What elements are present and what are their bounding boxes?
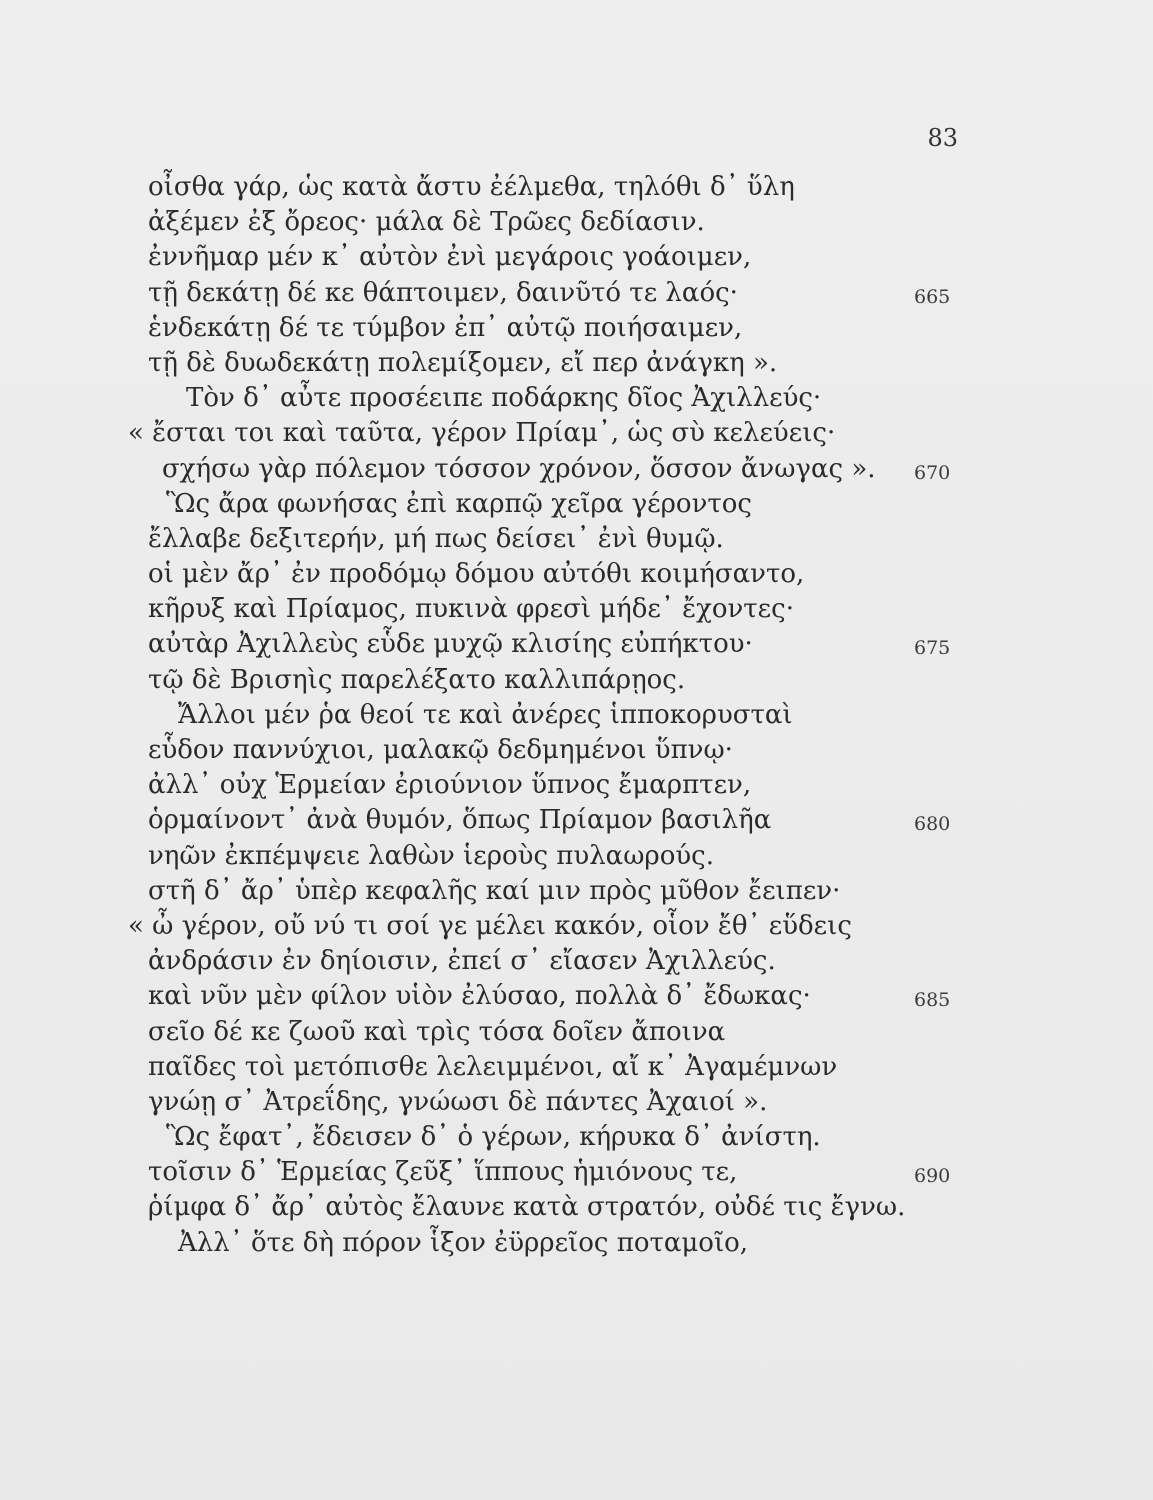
page-number: 83 — [927, 124, 958, 152]
line-number: 670 — [914, 461, 951, 484]
verse-line — [0, 979, 1153, 1014]
verse-line — [0, 1050, 1153, 1085]
verse-text: οἶσθα γάρ, ὡς κατὰ ἄστυ ἐέλμεθα, τηλόθι δ᾽ ὕλη — [148, 172, 795, 202]
verse-line — [0, 874, 1153, 909]
verse-line — [0, 205, 1153, 240]
verse-line — [0, 733, 1153, 768]
verse-text: ἀξέμεν ἐξ ὄρεος· μάλα δὲ Τρῶες δεδίασιν. — [148, 207, 705, 238]
line-number: 675 — [914, 637, 951, 660]
verse-text: γνώῃ σ᾽ Ἀτρεΐδης, γνώωσι δὲ πάντες Ἀχαιοί ». — [148, 1086, 768, 1117]
line-number: 690 — [914, 1165, 951, 1188]
verse-line — [0, 592, 1153, 627]
verse-text: στῆ δ᾽ ἄρ᾽ ὑπὲρ κεφαλῆς καί μιν πρὸς μῦθον ἔειπεν· — [148, 875, 841, 906]
verse-line — [0, 627, 1153, 662]
verse-line — [0, 276, 1153, 311]
verse-text: ἔλλαβε δεξιτερήν, μή πως δείσει᾽ ἐνὶ θυμῷ. — [148, 523, 724, 554]
verse-line — [0, 1226, 1153, 1261]
verse-text: ἀλλ᾽ οὐχ Ἑρμείαν ἐριούνιον ὕπνος ἔμαρπτεν, — [148, 770, 752, 801]
verse-text: ῥίμφα δ᾽ ἄρ᾽ αὐτὸς ἔλαυνε κατὰ στρατόν, οὐδέ τις ἔγνω. — [148, 1192, 906, 1223]
verse-text: ἀνδράσιν ἐν δηίοισιν, ἐπεί σ᾽ εἴασεν Ἀχιλλεύς. — [148, 946, 776, 977]
verse-line — [0, 1120, 1153, 1155]
verse-text: καὶ νῦν μὲν φίλον υἱὸν ἐλύσαο, πολλὰ δ᾽ ἔδωκας· — [148, 981, 811, 1012]
verse-text: ὁρμαίνοντ᾽ ἀνὰ θυμόν, ὅπως Πρίαμον βασιλῆα — [148, 805, 772, 836]
verse-line — [0, 381, 1153, 416]
verse-text: τοῖσιν δ᾽ Ἑρμείας ζεῦξ᾽ ἵππους ἡμιόνους τε, — [148, 1157, 738, 1188]
verse-text: οἱ μὲν ἄρ᾽ ἐν προδόμῳ δόμου αὐτόθι κοιμήσαντο, — [148, 559, 805, 590]
verse-line — [0, 416, 1153, 451]
verse-line — [0, 487, 1153, 522]
verse-text: νηῶν ἐκπέμψειε λαθὼν ἱεροὺς πυλαωρούς. — [148, 840, 714, 871]
verse-text: Ἀλλ᾽ ὅτε δὴ πόρον ἷξον ἐϋρρεῖος ποταμοῖο, — [178, 1227, 749, 1258]
verse-text: Ὣς ἄρα φωνήσας ἐπὶ καρπῷ χεῖρα γέροντος — [166, 488, 752, 519]
verse-text: παῖδες τοὶ μετόπισθε λελειμμένοι, αἴ κ᾽ Ἀγαμέμνων — [148, 1051, 838, 1082]
verse-line — [0, 1155, 1153, 1190]
verse-line — [0, 557, 1153, 592]
line-number: 685 — [914, 989, 951, 1012]
verse-line — [0, 698, 1153, 733]
line-number: 665 — [914, 285, 951, 308]
verse-text: Ἄλλοι μέν ῥα θεοί τε καὶ ἀνέρες ἱπποκορυσταὶ — [178, 699, 793, 730]
verse-line — [0, 1190, 1153, 1225]
verse-line — [0, 909, 1153, 944]
verse-text: « ὦ γέρον, οὔ νύ τι σοί γε μέλει κακόν, οἷον ἔθ᾽ εὕδεις — [128, 910, 852, 941]
verse-line — [0, 839, 1153, 874]
verse-line — [0, 240, 1153, 275]
verse-text: Ὣς ἔφατ᾽, ἔδεισεν δ᾽ ὁ γέρων, κήρυκα δ᾽ ἀνίστη. — [166, 1122, 821, 1153]
verse-line — [0, 663, 1153, 698]
verse-text: τῇ δὲ δυωδεκάτῃ πολεμίξομεν, εἴ περ ἀνάγκη ». — [148, 347, 778, 378]
verse-text: αὐτὰρ Ἀχιλλεὺς εὗδε μυχῷ κλισίης εὐπήκτου· — [148, 629, 753, 660]
verse-line — [0, 768, 1153, 803]
verse-text: σεῖο δέ κε ζωοῦ καὶ τρὶς τόσα δοῖεν ἄποινα — [148, 1016, 726, 1047]
verse-text: Τὸν δ᾽ αὖτε προσέειπε ποδάρκης δῖος Ἀχιλλεύς· — [186, 383, 822, 414]
verse-text: εὗδον παννύχιοι, μαλακῷ δεδμημένοι ὕπνῳ· — [148, 735, 733, 765]
verse-text: κῆρυξ καὶ Πρίαμος, πυκινὰ φρεσὶ μήδε᾽ ἔχοντες· — [148, 594, 794, 625]
verse-line — [0, 944, 1153, 979]
verse-text: σχήσω γὰρ πόλεμον τόσσον χρόνον, ὅσσον ἄνωγας ». — [162, 453, 876, 484]
verse-line — [0, 311, 1153, 346]
verse-text: ἑνδεκάτῃ δέ τε τύμβον ἐπ᾽ αὐτῷ ποιήσαιμεν, — [148, 312, 743, 343]
verse-line — [0, 170, 1153, 205]
verse-line — [0, 522, 1153, 557]
verse-text: « ἔσται τοι καὶ ταῦτα, γέρον Πρίαμ᾽, ὡς σὺ κελεύεις· — [128, 418, 836, 449]
verse-line — [0, 1015, 1153, 1050]
verse-block — [0, 170, 1153, 1261]
verse-text: τῷ δὲ Βρισηὶς παρελέξατο καλλιπάρῃος. — [148, 664, 686, 695]
verse-text: ἐννῆμαρ μέν κ᾽ αὐτὸν ἐνὶ μεγάροις γοάοιμεν, — [148, 242, 752, 273]
verse-text: τῇ δεκάτῃ δέ κε θάπτοιμεν, δαινῦτό τε λαός· — [148, 277, 738, 308]
line-number: 680 — [914, 813, 951, 836]
verse-line — [0, 346, 1153, 381]
verse-line — [0, 452, 1153, 487]
verse-line — [0, 1085, 1153, 1120]
verse-line — [0, 803, 1153, 838]
